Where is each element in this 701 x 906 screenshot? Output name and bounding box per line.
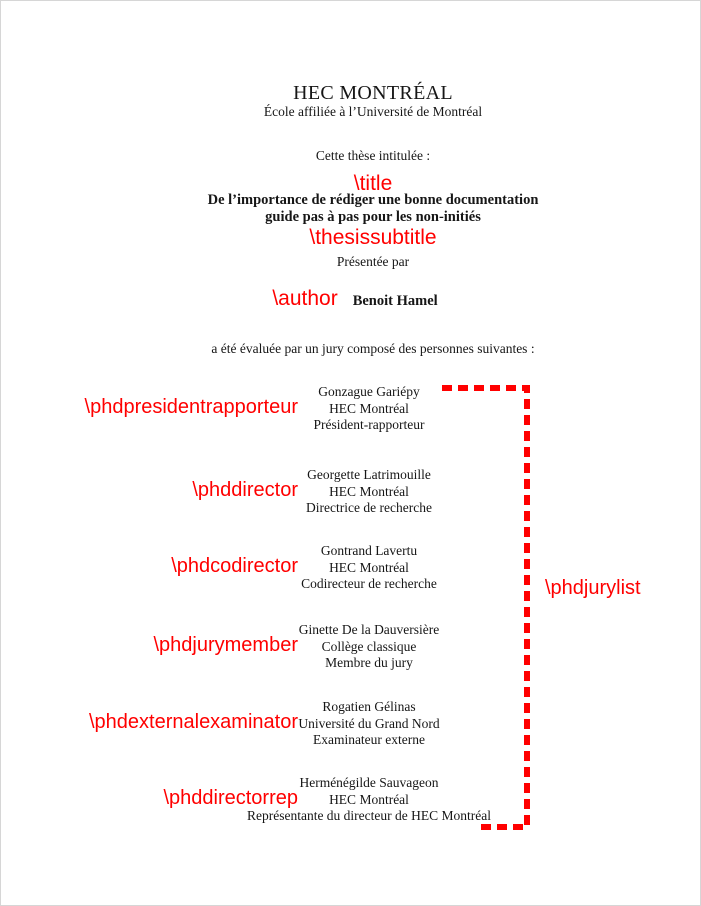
jury-member-role: Membre du jury bbox=[325, 655, 413, 670]
jury-member-name: Gonzague Gariépy bbox=[318, 384, 420, 399]
subtitle-command-label: \thesissubtitle bbox=[309, 226, 437, 249]
jury-member-name: Rogatien Gélinas bbox=[322, 699, 416, 714]
thesis-intro-line: Cette thèse intitulée : bbox=[315, 148, 431, 163]
jury-command-label: \phdjurymember bbox=[153, 634, 298, 656]
jury-member-affiliation: HEC Montréal bbox=[329, 791, 409, 807]
thesis-title-line-1: De l’importance de rédiger une bonne documentation bbox=[207, 192, 539, 208]
jury-command-label: \phdexternalexaminator bbox=[88, 711, 298, 733]
title-command-label: \title bbox=[353, 172, 393, 195]
jury-member-affiliation: Collège classique bbox=[321, 638, 417, 654]
jury-command-label: \phddirector bbox=[192, 479, 298, 501]
jury-member-role: Examinateur externe bbox=[312, 732, 426, 747]
jury-member-affiliation: HEC Montréal bbox=[329, 400, 409, 416]
jury-row bbox=[1, 467, 701, 517]
author-name: Benoit Hamel bbox=[352, 293, 438, 309]
jury-command-label: \phdpresidentrapporteur bbox=[84, 396, 298, 418]
jury-member-name: Herménégilde Sauvageon bbox=[299, 775, 439, 790]
jury-command-label: \phdcodirector bbox=[171, 555, 298, 577]
jury-member-role: Directrice de recherche bbox=[306, 500, 432, 515]
jury-member-affiliation: HEC Montréal bbox=[329, 483, 409, 499]
thesis-title-line-2: guide pas à pas pour les non-initiés bbox=[265, 208, 481, 225]
author-row bbox=[22, 287, 688, 311]
jury-member-role: Codirecteur de recherche bbox=[301, 576, 437, 591]
jury-command-label: \phddirectorrep bbox=[163, 787, 298, 809]
presented-by-line: Présentée par bbox=[336, 254, 410, 269]
jury-row bbox=[1, 775, 701, 825]
jury-member-name: Gontrand Lavertu bbox=[320, 543, 418, 558]
author-command-label: \author bbox=[272, 287, 338, 310]
jury-member-affiliation: HEC Montréal bbox=[329, 559, 409, 575]
jury-row bbox=[1, 384, 701, 434]
jury-member-role: Représentante du directeur de HEC Montréal bbox=[246, 808, 492, 823]
jury-row bbox=[1, 622, 701, 672]
affiliation-line: École affiliée à l’Université de Montréal bbox=[263, 104, 483, 119]
jurylist-command-label: \phdjurylist bbox=[545, 577, 641, 599]
jury-member-name: Ginette De la Dauversière bbox=[298, 622, 440, 637]
jury-member-role: Président-rapporteur bbox=[313, 417, 425, 432]
jury-intro-line: a été évaluée par un jury composé des personnes suivantes : bbox=[211, 341, 535, 356]
jury-member-affiliation: Université du Grand Nord bbox=[298, 715, 440, 731]
jury-row bbox=[1, 699, 701, 749]
institution-name: HEC MONTRÉAL bbox=[293, 82, 453, 104]
jury-member-name: Georgette Latrimouille bbox=[307, 467, 431, 482]
jury-bracket bbox=[1, 1, 700, 905]
